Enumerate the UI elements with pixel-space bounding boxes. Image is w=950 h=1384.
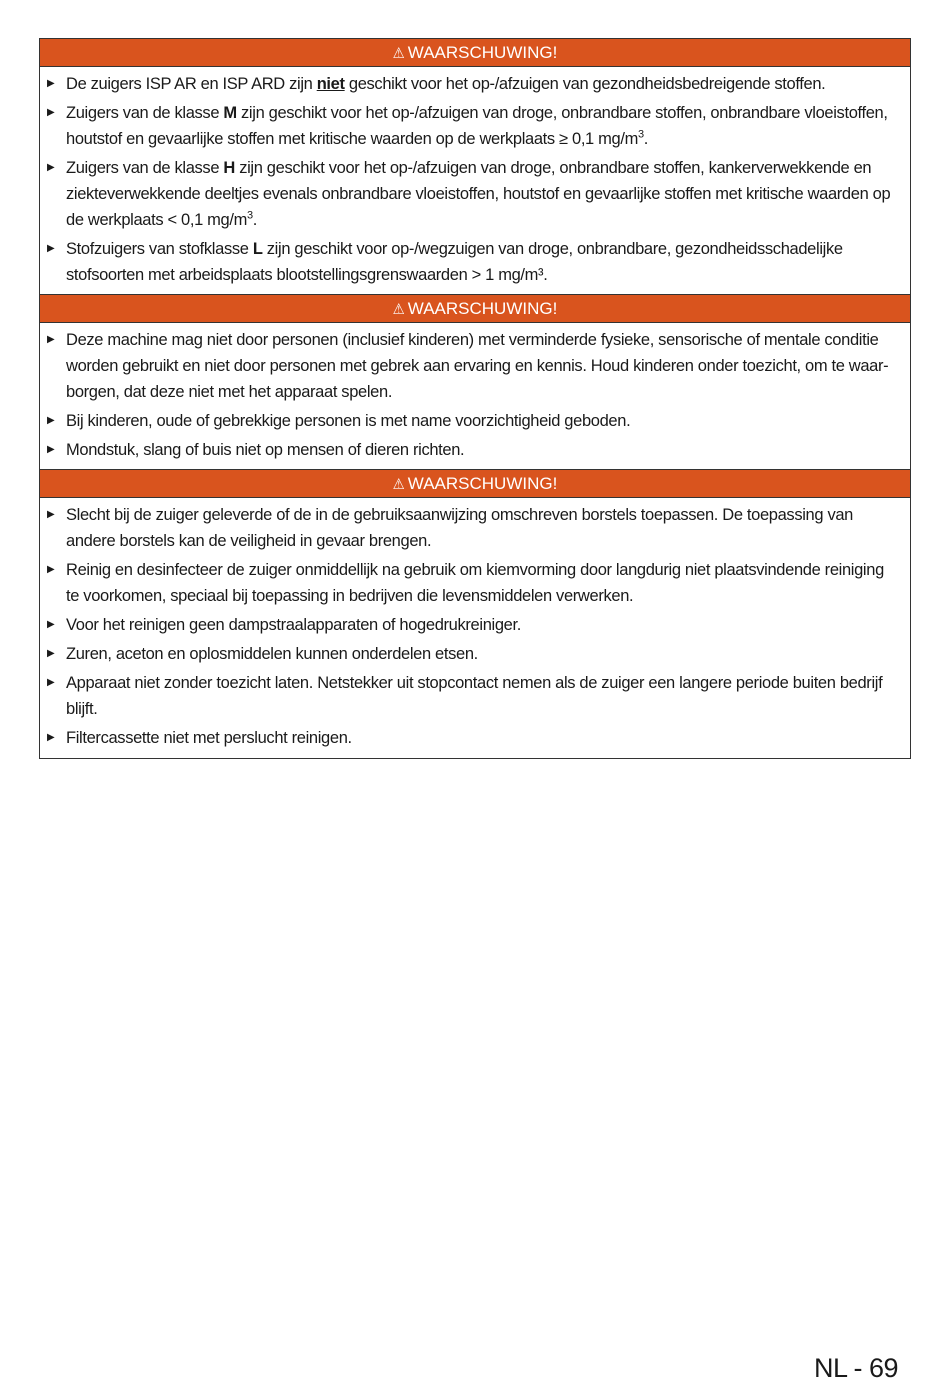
list-item: ▶ Apparaat niet zonder toezicht laten. Netstekker uit stopcontact nemen als de zuiger een langere periode buiten bedrijf blijft.: [66, 670, 900, 722]
warning-box-1: [39, 38, 911, 296]
warning-box-2: [39, 294, 911, 471]
warning-list: [40, 323, 910, 470]
warning-header: ⚠ WAARSCHUWING!: [40, 39, 910, 67]
list-item: ▶ Zuigers van de klasse H zijn geschikt voor het op-/afzuigen van droge, onbrandbare stoffen, kankerverwekkende en ziekteverwekkende deeltjes evenals onbrandbare vloeistoffen, houtstof en gevaarlijke stoffen met kritische waarden op de werkplaats < 0,1 $mg/m^3$.: [66, 155, 900, 233]
list-item: ▶ Stofzuigers van stofklasse L zijn geschikt voor op-/wegzuigen van droge, onbrandbare, gezondheidsschadelijke stofsoorten met arbeidsplaats blootstellingsgrenswaarden > 1 mg/m³.: [66, 236, 900, 288]
list-item: ▶ Voor het reinigen geen dampstraalapparaten of hogedrukreiniger.: [66, 612, 900, 638]
list-item: ▶ De zuigers ISP AR en ISP ARD zijn niet geschikt voor het op-/afzuigen van gezondheidsbedreigende stoffen.: [66, 71, 900, 97]
warning-header: ⚠ WAARSCHUWING!: [40, 470, 910, 498]
warning-box-3: [39, 469, 911, 759]
warning-list: [40, 498, 910, 758]
warning-triangle-icon: ⚠: [392, 476, 405, 493]
warning-triangle-icon: ⚠: [392, 301, 405, 318]
list-item: ▶ Zuren, aceton en oplosmiddelen kunnen onderdelen etsen.: [66, 641, 900, 667]
list-item: ▶ Reinig en desinfecteer de zuiger onmiddellijk na gebruik om kiemvorming door langdurig niet plaatsvindende reiniging te voorkomen, speciaal bij toepassing in bedrijven die levensmiddelen verwerken.: [66, 557, 900, 609]
page-number: NL - 69: [813, 1353, 898, 1383]
list-item: ▶ Bij kinderen, oude of gebrekkige personen is met name voorzichtigheid geboden.: [66, 408, 900, 434]
list-item: ▶ Zuigers van de klasse M zijn geschikt voor het op-/afzuigen van droge, onbrandbare stoffen, onbrandbare vloeistoffen, houtstof en gevaarlijke stoffen met kritische waarden op de werkplaats ≥ 0,1 $mg/m^3$.: [66, 100, 900, 152]
list-item: ▶ Deze machine mag niet door personen (inclusief kinderen) met verminderde fysieke, sensorische of mentale conditie worden gebruikt en niet door personen met gebrek aan ervaring en kennis. Houd kinderen onder toezicht, om te waar-borgen, dat deze niet met het apparaat spelen.: [66, 327, 900, 405]
list-item: ▶ Filtercassette niet met perslucht reinigen.: [66, 725, 900, 751]
warning-header: ⚠ WAARSCHUWING!: [40, 295, 910, 323]
warning-list: [40, 67, 910, 295]
list-item: ▶ Slecht bij de zuiger geleverde of de in de gebruiksaanwijzing omschreven borstels toepassen. De toepassing van andere borstels kan de veiligheid in gevaar brengen.: [66, 502, 900, 554]
list-item: ▶ Mondstuk, slang of buis niet op mensen of dieren richten.: [66, 437, 900, 463]
warning-triangle-icon: ⚠: [392, 45, 405, 62]
